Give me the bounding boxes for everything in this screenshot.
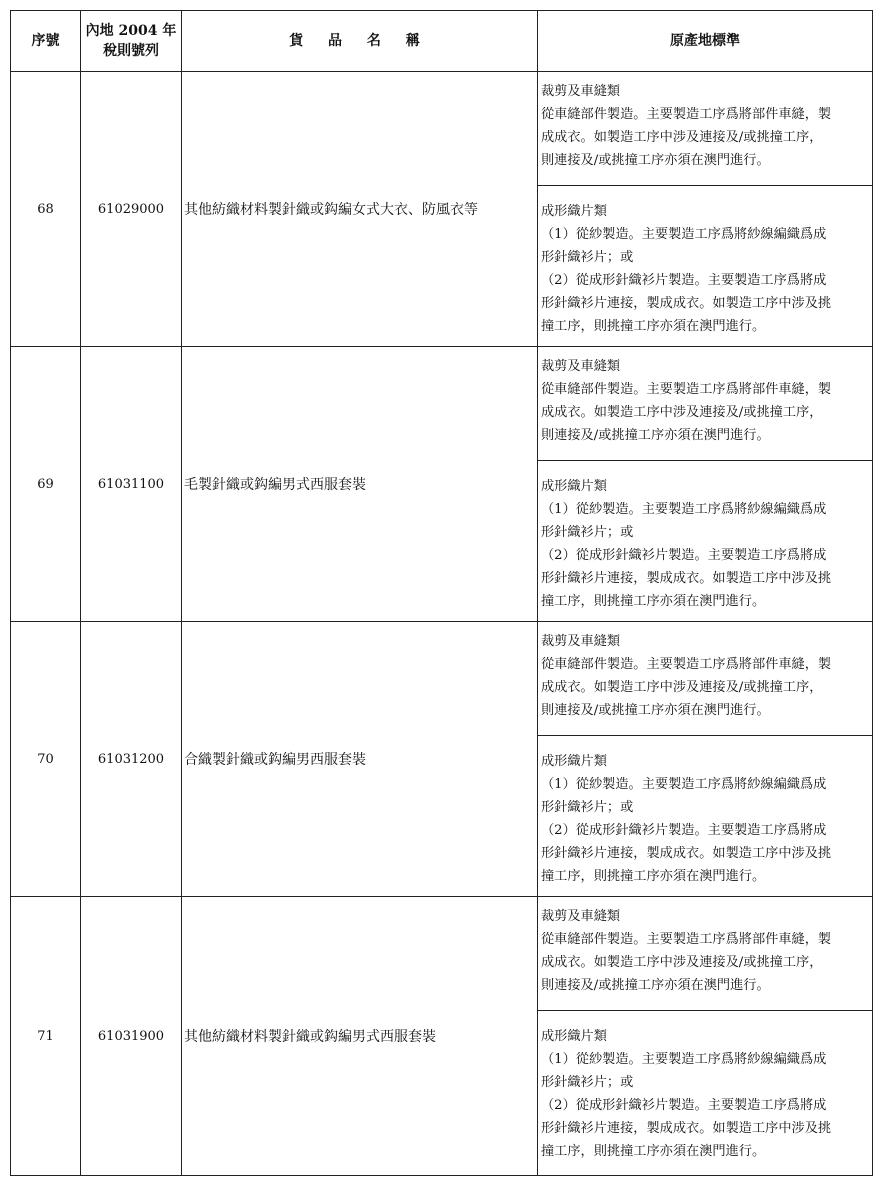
header-tariff-code-line2: 稅則號列	[103, 43, 159, 59]
serial-no-cell: 69	[11, 347, 81, 622]
formed-panel-title: 成形織片類	[541, 754, 607, 769]
formed-panel-line: （1）從紗製造。主要製造工序爲將紗線編織爲成	[541, 502, 827, 517]
formed-panel-line: 撞工序，則挑撞工序亦須在澳門進行。	[541, 319, 766, 334]
formed-panel-line: （2）從成形針織衫片製造。主要製造工序爲將成	[541, 823, 827, 838]
formed-panel-line: （2）從成形針織衫片製造。主要製造工序爲將成	[541, 273, 827, 288]
header-tariff-code-line1: 內地 2004 年	[85, 23, 177, 39]
formed-panel-line: （2）從成形針織衫片製造。主要製造工序爲將成	[541, 548, 827, 563]
formed-panel-line: 形針織衫片；或	[541, 800, 634, 815]
tariff-code-cell: 61029000	[81, 72, 182, 347]
formed-panel-line: 形針織衫片；或	[541, 525, 634, 540]
formed-panel-line: （1）從紗製造。主要製造工序爲將紗線編織爲成	[541, 1052, 827, 1067]
cut-sew-line: 則連接及/或挑撞工序亦須在澳門進行。	[541, 428, 770, 443]
cut-sew-line: 成成衣。如製造工序中涉及連接及/或挑撞工序，	[541, 130, 823, 145]
cut-sew-title: 裁剪及車縫類	[541, 909, 621, 924]
header-origin-standard: 原產地標準	[538, 11, 873, 72]
origin-standard-cell	[538, 622, 873, 897]
cut-sew-line: 從車縫部件製造。主要製造工序爲將部件車縫，製	[541, 107, 832, 122]
cut-sew-title: 裁剪及車縫類	[541, 634, 621, 649]
cut-sew-line: 則連接及/或挑撞工序亦須在澳門進行。	[541, 978, 770, 993]
goods-name-cell: 毛製針織或鈎編男式西服套裝	[182, 347, 538, 622]
origin-standard-cell	[538, 72, 873, 347]
cut-sew-block	[538, 622, 872, 736]
formed-panel-line: 撞工序，則挑撞工序亦須在澳門進行。	[541, 869, 766, 884]
header-serial-no: 序號	[11, 11, 81, 72]
origin-standard-cell	[538, 897, 873, 1176]
cut-sew-line: 從車縫部件製造。主要製造工序爲將部件車縫，製	[541, 382, 832, 397]
formed-panel-block	[538, 186, 872, 340]
goods-name-cell: 其他紡織材料製針織或鈎編女式大衣、防風衣等	[182, 72, 538, 347]
cut-sew-block	[538, 72, 872, 186]
tariff-code-cell: 61031200	[81, 622, 182, 897]
tariff-code-cell: 61031100	[81, 347, 182, 622]
header-tariff-code	[81, 11, 182, 72]
serial-no-cell: 70	[11, 622, 81, 897]
serial-no-cell: 68	[11, 72, 81, 347]
formed-panel-block	[538, 461, 872, 615]
goods-name-cell: 其他紡織材料製針織或鈎編男式西服套裝	[182, 897, 538, 1176]
cut-sew-line: 則連接及/或挑撞工序亦須在澳門進行。	[541, 153, 770, 168]
origin-standard-cell	[538, 347, 873, 622]
goods-name-cell: 合織製針織或鈎編男西服套裝	[182, 622, 538, 897]
cut-sew-line: 成成衣。如製造工序中涉及連接及/或挑撞工序，	[541, 680, 823, 695]
header-goods-name: 貨 品 名 稱	[182, 11, 538, 72]
formed-panel-block	[538, 1011, 872, 1165]
formed-panel-line: （1）從紗製造。主要製造工序爲將紗線編織爲成	[541, 777, 827, 792]
document-page	[10, 10, 872, 1176]
formed-panel-line: 形針織衫片；或	[541, 250, 634, 265]
cut-sew-line: 則連接及/或挑撞工序亦須在澳門進行。	[541, 703, 770, 718]
formed-panel-title: 成形織片類	[541, 479, 607, 494]
table-row	[11, 347, 873, 622]
table-row	[11, 622, 873, 897]
table-row	[11, 72, 873, 347]
cut-sew-line: 成成衣。如製造工序中涉及連接及/或挑撞工序，	[541, 955, 823, 970]
formed-panel-line: （2）從成形針織衫片製造。主要製造工序爲將成	[541, 1098, 827, 1113]
formed-panel-line: 形針織衫片；或	[541, 1075, 634, 1090]
cut-sew-title: 裁剪及車縫類	[541, 359, 621, 374]
formed-panel-title: 成形織片類	[541, 204, 607, 219]
table-row	[11, 897, 873, 1176]
formed-panel-line: 形針織衫片連接，製成成衣。如製造工序中涉及挑	[541, 846, 832, 861]
formed-panel-line: 撞工序，則挑撞工序亦須在澳門進行。	[541, 594, 766, 609]
formed-panel-line: 形針織衫片連接，製成成衣。如製造工序中涉及挑	[541, 571, 832, 586]
formed-panel-line: 形針織衫片連接，製成成衣。如製造工序中涉及挑	[541, 296, 832, 311]
cut-sew-block	[538, 347, 872, 461]
cut-sew-line: 成成衣。如製造工序中涉及連接及/或挑撞工序，	[541, 405, 823, 420]
table-header-row	[11, 11, 873, 72]
formed-panel-line: 形針織衫片連接，製成成衣。如製造工序中涉及挑	[541, 1121, 832, 1136]
formed-panel-title: 成形織片類	[541, 1029, 607, 1044]
cut-sew-title: 裁剪及車縫類	[541, 84, 621, 99]
formed-panel-block	[538, 736, 872, 890]
cut-sew-line: 從車縫部件製造。主要製造工序爲將部件車縫，製	[541, 657, 832, 672]
cut-sew-line: 從車縫部件製造。主要製造工序爲將部件車縫，製	[541, 932, 832, 947]
formed-panel-line: 撞工序，則挑撞工序亦須在澳門進行。	[541, 1144, 766, 1159]
serial-no-cell: 71	[11, 897, 81, 1176]
origin-rules-table	[10, 10, 873, 1176]
cut-sew-block	[538, 897, 872, 1011]
formed-panel-line: （1）從紗製造。主要製造工序爲將紗線編織爲成	[541, 227, 827, 242]
tariff-code-cell: 61031900	[81, 897, 182, 1176]
